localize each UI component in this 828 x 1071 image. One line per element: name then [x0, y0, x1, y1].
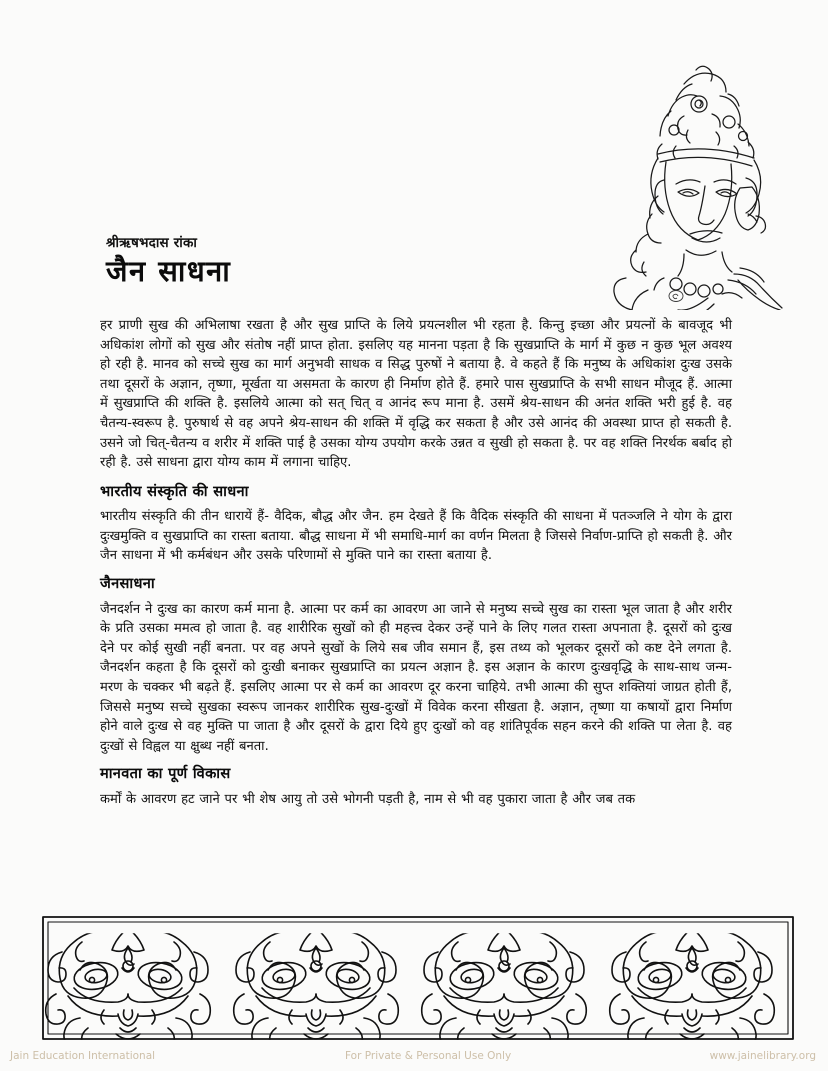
spiral-signature-mark	[668, 288, 684, 304]
author-name: श्रीऋषभदास रांका	[106, 235, 198, 251]
section-heading-bhartiya-sanskriti: भारतीय संस्कृति की साधना	[100, 482, 249, 500]
tirthankara-head-line-art	[588, 58, 828, 310]
section-heading-jain-sadhana: जैनसाधना	[100, 575, 155, 593]
page-title: जैन साधना	[106, 253, 232, 288]
title-block	[106, 236, 526, 288]
footer-website-url: www.jainelibrary.org	[709, 1050, 816, 1062]
page-footer	[0, 1046, 828, 1066]
section-paragraph-bhartiya-sanskriti: भारतीय संस्कृति की तीन धारायें हैं- वैदिक, बौद्ध और जैन. हम देखते हैं कि वैदिक संस्कृति की साधना में पतञ्जलि ने योग के द्वारा दुःखमुक्ति व सुखप्राप्ति का रास्ता बताया. बौद्ध साधना में भी समाधि-मार्ग का वर्णन मिलता है जिससे निर्वाण-प्राप्ति हो सकती है. और जैन साधना में भी कर्मबंधन और उसके परिणामों से मुक्ति पाने का रास्ता बताया है.	[100, 509, 732, 564]
footer-organization: Jain Education International	[10, 1050, 156, 1062]
body-column	[100, 316, 732, 816]
section-paragraph-manavta-ka-purna-vikas: कर्मों के आवरण हट जाने पर भी शेष आयु तो उसे भोगनी पड़ती है, नाम से भी वह पुकारा जाता है और जब तक	[100, 791, 636, 807]
section-heading-manavta-ka-purna-vikas: मानवता का पूर्ण विकास	[100, 765, 231, 783]
intro-paragraph: हर प्राणी सुख की अभिलाषा रखता है और सुख प्राप्ति के लिये प्रयत्नशील भी रहता है. किन्तु इच्छा और प्रयत्नों के बावजूद भी अधिकांश लोगों को सुख और संतोष नहीं प्राप्त होता. इसलिए यह मानना पड़ता है कि सुखप्राप्ति के मार्ग में कुछ न कुछ भूल अवश्य हो रही है. मानव को सच्चे सुख का मार्ग अनुभवी साधक व सिद्ध पुरुषों ने बताया है. वे कहते हैं कि मनुष्य के अधिकांश दुःख उसके तथा दूसरों के अज्ञान, तृष्णा, मूर्खता या असमता के कारण ही निर्माण होते हैं. हमारे पास सुखप्राप्ति के सभी साधन मौजूद हैं. आत्मा में सुखप्राप्ति की शक्ति है. इसलिये आत्मा को सत् चित् व आनंद रूप माना है. उसमें श्रेय-साधन की अनंत शक्ति भरी हुई है. वह चैतन्य-स्वरूप है. पुरुषार्थ से वह अपने श्रेय-साधन की शक्ति में वृद्धि कर सकता है और उसे आनंद की अवस्था प्राप्त हो सकती है. उसने जो चित्-चैतन्य व शरीर में शक्ति पाई है उसका योग्य उपयोग करके उन्नत व सुखी हो सकता है. पर वह शक्ति निरर्थक बर्बाद हो रही है. उसे साधना द्वारा योग्य काम में लगाना चाहिए.	[100, 318, 732, 471]
section-paragraph-jain-sadhana: जैनदर्शन ने दुःख का कारण कर्म माना है. आत्मा पर कर्म का आवरण आ जाने से मनुष्य सच्चे सुख का रास्ता भूल जाता है और शरीर के प्रति उसका ममत्व हो जाता है. वह शारीरिक सुखों को ही महत्त्व देकर उन्हें पाने के लिए गलत रास्ता अपनाता है. दूसरों को दुःख देने पर कोई सुखी नहीं बनता. पर वह अपने सुखों के लिये सब जीव समान हैं, इस तथ्य को भूलकर दूसरों को कष्ट देने लगता है. जैनदर्शन कहता है कि दूसरों को दुःखी बनाकर सुखप्राप्ति का प्रयत्न अज्ञान है. इस अज्ञान के कारण दुःखवृद्धि के साथ-साथ जन्म-मरण के चक्कर भी बढ़ते हैं. इसलिए आत्मा पर से कर्म का आवरण दूर करना चाहिये. तभी आत्मा की सुप्त शक्तियां जाग्रत होती हैं, जिससे मनुष्य सच्चे सुखका स्वरूप जानकर शारीरिक सुख-दुःखों में विवेक करना सीखता है. अज्ञान, तृष्णा या कषायों द्वारा निर्माण होने वाले दुःख से वह मुक्ति पा जाता है और दूसरों के द्वारा दिये हुए दुःखों को वह शांतिपूर्वक सहन करने की शक्ति पा लेता है. वह दुःखों से विह्वल या क्षुब्ध नहीं बनता.	[100, 601, 732, 754]
floral-scrollwork-border	[42, 916, 794, 1048]
footer-usage-notice: For Private & Personal Use Only	[345, 1050, 512, 1062]
